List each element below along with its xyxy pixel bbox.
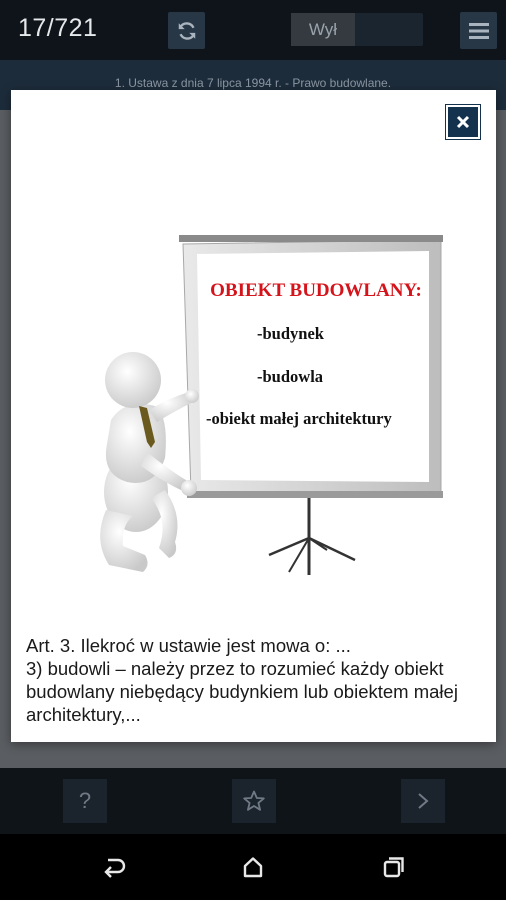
board-item-budowla: -budowla [257,367,324,386]
board-title: OBIEKT BUDOWLANY: [210,280,422,301]
home-icon [241,855,265,879]
recents-icon [382,855,406,879]
android-navigation-bar [0,834,506,900]
star-outline-icon [242,789,266,813]
back-button[interactable] [96,850,130,884]
board-item-obiekt-malej-architektury: -obiekt małej architektury [206,409,392,428]
toggle-off-label: Wył [291,13,355,46]
act-title: 1. Ustawa z dnia 7 lipca 1994 r. - Prawo budowlane. [114,76,392,90]
screen-top-rail [179,235,443,242]
help-button[interactable] [63,779,107,823]
help-label: ? [78,788,92,813]
chevron-right-icon [416,791,430,811]
image-dialog [11,90,496,742]
bottom-toolbar [0,768,506,834]
close-icon [456,115,470,129]
board-item-budynek: -budynek [257,324,324,343]
hamburger-menu-icon [469,22,489,40]
app-top-bar [0,0,506,60]
mode-toggle[interactable] [291,13,423,46]
legal-caption [26,634,488,726]
caption-line-1: Art. 3. Ilekroć w ustawie jest mowa o: ... [26,635,351,656]
screen-bottom-rail [187,491,443,498]
back-icon [99,855,127,879]
recents-button[interactable] [377,850,411,884]
favorite-button[interactable] [232,779,276,823]
home-button[interactable] [236,850,270,884]
refresh-icon [176,20,198,42]
close-button[interactable] [446,105,480,139]
question-counter: 17/721 [18,14,98,42]
next-button[interactable] [401,779,445,823]
menu-button[interactable] [460,12,497,49]
caption-line-2: 3) budowli – należy przez to rozumieć każdy obiekt budowlany niebędący budynkiem lub obiektem małej architektury,... [26,658,458,725]
refresh-button[interactable] [168,12,205,49]
